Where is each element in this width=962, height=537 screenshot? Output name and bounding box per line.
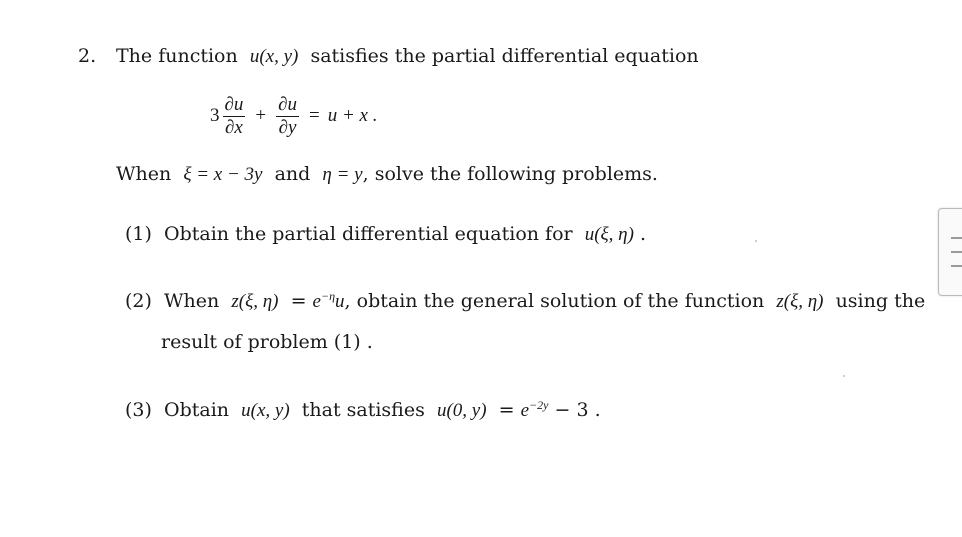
part-2-line-2: result of problem (1) . xyxy=(161,331,373,353)
problem-number: 2. xyxy=(78,45,97,67)
side-panel-handle[interactable] xyxy=(938,208,962,296)
and-word: and xyxy=(274,163,311,185)
part-2-math-z2: z(ξ, η) xyxy=(776,291,824,312)
fraction-denominator: ∂x xyxy=(225,116,243,138)
part-3-text-mid: that satisfies xyxy=(301,399,425,421)
problem-intro xyxy=(116,45,699,68)
part-1-label: (1) xyxy=(125,223,152,245)
part-2-equals: = xyxy=(290,290,307,312)
part-3-exp-tail: − 3 . xyxy=(554,399,601,421)
intro-function: u(x, y) xyxy=(249,46,299,67)
part-2 xyxy=(125,290,925,313)
handle-grip-line xyxy=(951,265,962,267)
part-3 xyxy=(125,399,601,422)
part-3-equals: = xyxy=(498,399,515,421)
part-2-text-after: using the xyxy=(835,290,926,312)
part-3-exp-base: e xyxy=(520,400,530,421)
part-3-exp-sup: −2y xyxy=(529,398,549,412)
part-2-exp-base: e xyxy=(312,291,321,312)
scan-speck xyxy=(755,240,757,242)
substitution-statement xyxy=(116,163,658,186)
xi-definition: ξ = x − 3y xyxy=(183,164,263,185)
part-2-label: (2) xyxy=(125,290,152,312)
handle-grip-line xyxy=(951,251,962,253)
part-2-text-before: When xyxy=(164,290,220,312)
part-1-math: u(ξ, η) xyxy=(584,224,634,245)
part-3-text: Obtain xyxy=(164,399,230,421)
fraction-denominator: ∂y xyxy=(278,116,297,138)
scan-speck xyxy=(843,375,845,377)
eta-definition: η = y xyxy=(322,164,363,185)
part-2-exp-sup: −η xyxy=(320,289,336,303)
part-2-exp-tail: u xyxy=(335,291,345,312)
part-1-end: . xyxy=(639,223,647,245)
fraction-numerator: ∂u xyxy=(224,93,244,115)
fraction-du-dy xyxy=(276,94,299,139)
intro-text: The function xyxy=(116,45,238,67)
equation-rhs: u + x . xyxy=(327,105,378,126)
fraction-numerator: ∂u xyxy=(278,93,297,115)
part-3-label: (3) xyxy=(125,399,152,421)
fraction-du-dx xyxy=(223,94,246,139)
part-2-text-mid: , obtain the general solution of the function xyxy=(344,290,765,312)
intro-rest: satisfies the partial differential equation xyxy=(310,45,699,67)
part-3-math-u0: u(0, y) xyxy=(436,400,487,421)
part-2-math-z: z(ξ, η) xyxy=(231,291,279,312)
equals-sign: = xyxy=(309,105,320,126)
handle-grip-line xyxy=(951,237,962,239)
part-1-text: Obtain the partial differential equation for xyxy=(164,223,573,245)
equation-coefficient: 3 xyxy=(210,105,220,126)
when-rest: , solve the following problems. xyxy=(362,163,658,185)
pde-equation xyxy=(210,88,377,144)
part-3-math-u: u(x, y) xyxy=(241,400,290,421)
part-1 xyxy=(125,223,646,246)
when-word: When xyxy=(116,163,172,185)
plus-sign: + xyxy=(255,105,267,126)
